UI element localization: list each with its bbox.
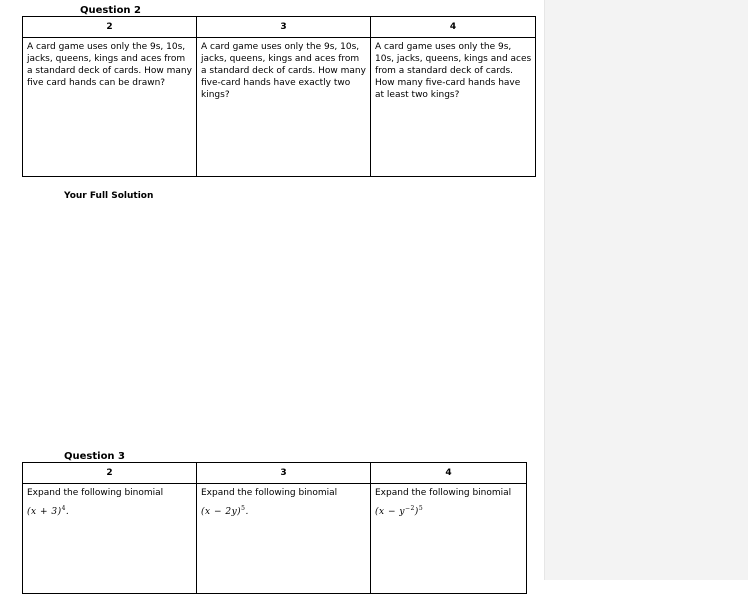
question-3-title: Question 3 bbox=[64, 451, 125, 462]
q2-header-4: 4 bbox=[371, 17, 536, 38]
q2-prompt-4: A card game uses only the 9s, 10s, jacks, queens, kings and aces from a standard deck of cards. How many five-card hands have at least two kings? bbox=[375, 42, 532, 100]
q3-header-3: 3 bbox=[197, 463, 371, 484]
q2-header-2: 2 bbox=[23, 17, 197, 38]
q3-prompt-4: Expand the following binomial bbox=[375, 488, 512, 498]
q2-prompt-2: A card game uses only the 9s, 10s, jacks, queens, kings and aces from a standard deck of cards. How many five card hands can be drawn? bbox=[27, 42, 192, 88]
question-2-title: Question 2 bbox=[80, 5, 141, 16]
q3-prompt-3: Expand the following binomial bbox=[201, 488, 338, 498]
q3-header-2: 2 bbox=[23, 463, 197, 484]
side-panel bbox=[544, 0, 748, 580]
q3-expression-2: $(x + 3)^4$. bbox=[27, 505, 70, 517]
q2-header-3: 3 bbox=[197, 17, 371, 38]
question-3-table bbox=[22, 462, 527, 594]
q2-prompt-3: A card game uses only the 9s, 10s, jacks, queens, kings and aces from a standard deck of cards. How many five-card hands have exactly two kings? bbox=[201, 42, 366, 100]
q3-prompt-2: Expand the following binomial bbox=[27, 488, 164, 498]
q3-expression-4: $(x - y^{-2})^5$ bbox=[375, 505, 424, 517]
full-solution-label: Your Full Solution bbox=[64, 191, 154, 201]
question-2-table bbox=[22, 16, 536, 177]
q3-expression-3: $(x - 2y)^5$. bbox=[201, 505, 249, 517]
q3-header-4: 4 bbox=[371, 463, 527, 484]
